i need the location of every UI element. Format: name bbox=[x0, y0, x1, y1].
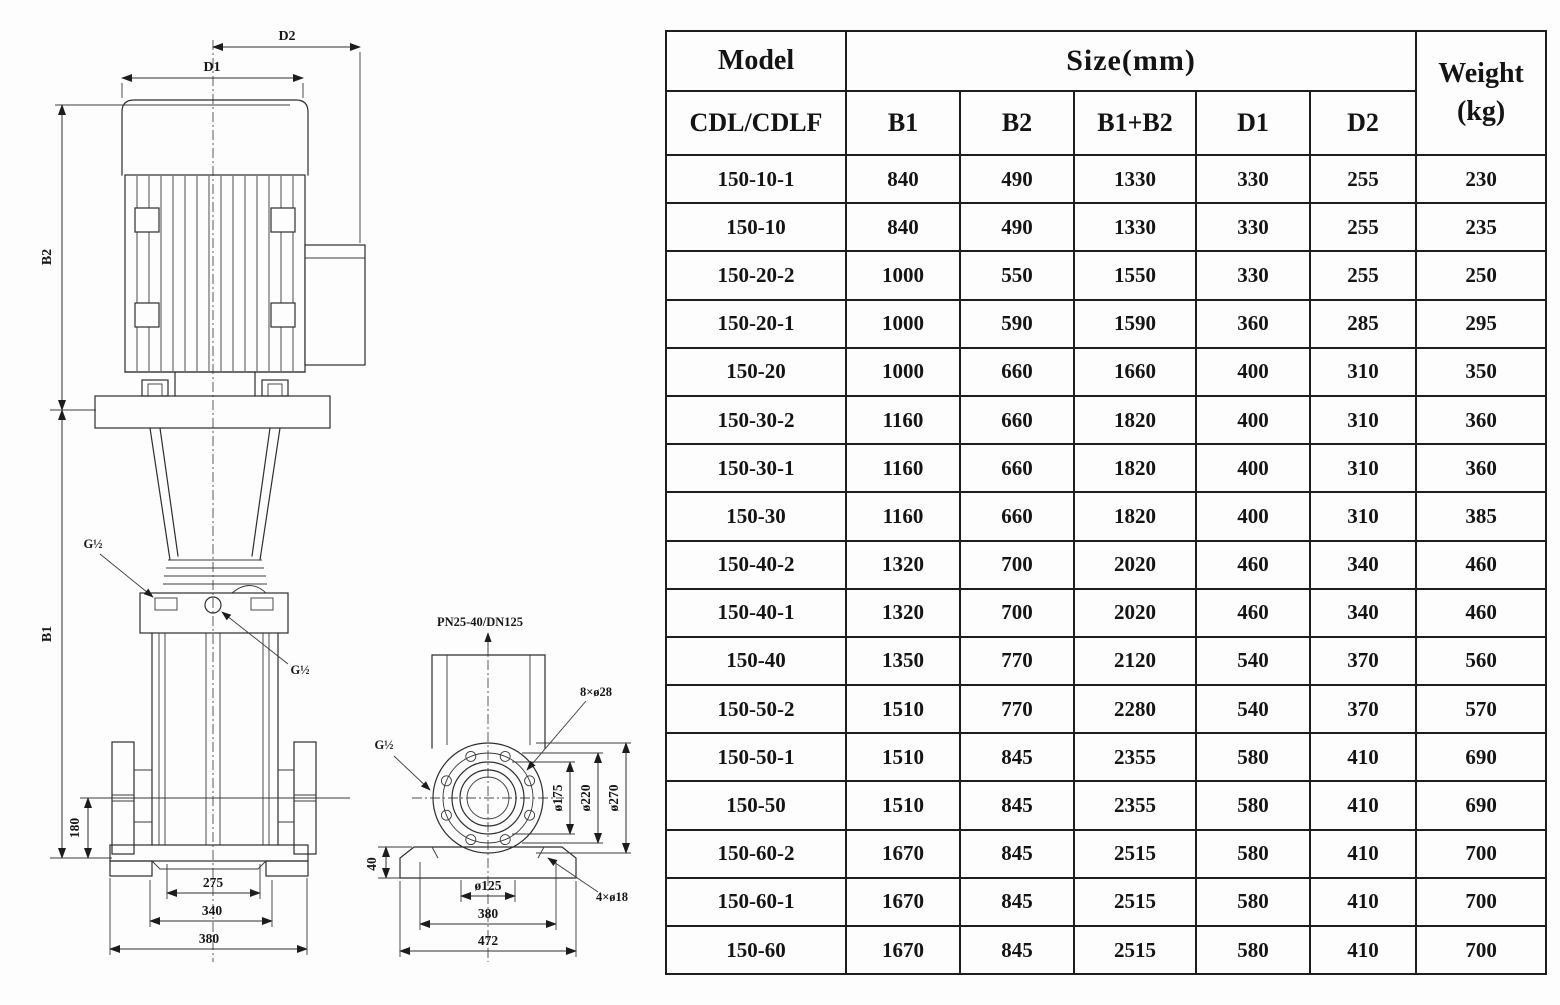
table-row bbox=[666, 878, 1546, 926]
motor-stool bbox=[150, 428, 280, 593]
col-subheader-d1: D1 bbox=[1196, 91, 1310, 155]
value-cell: 2515 bbox=[1074, 926, 1196, 974]
value-cell: 700 bbox=[1416, 830, 1546, 878]
flange-bolt-inner bbox=[148, 384, 162, 396]
value-cell: 700 bbox=[1416, 878, 1546, 926]
value-cell: 310 bbox=[1310, 444, 1416, 492]
motor-cap-outline bbox=[122, 100, 308, 175]
flange-bolt bbox=[142, 380, 168, 396]
value-cell: 255 bbox=[1310, 251, 1416, 299]
flange-bolt-inner bbox=[268, 384, 282, 396]
value-cell: 1660 bbox=[1074, 348, 1196, 396]
value-cell: 1000 bbox=[846, 300, 960, 348]
model-cell: 150-30 bbox=[666, 492, 846, 540]
value-cell: 310 bbox=[1310, 348, 1416, 396]
value-cell: 350 bbox=[1416, 348, 1546, 396]
value-cell: 410 bbox=[1310, 926, 1416, 974]
dim-label-dia270: ø270 bbox=[606, 784, 621, 812]
table-row bbox=[666, 781, 1546, 829]
seal-rings bbox=[163, 560, 267, 584]
dim-label-180: 180 bbox=[67, 817, 82, 839]
model-cell: 150-60-2 bbox=[666, 830, 846, 878]
model-cell: 150-20-1 bbox=[666, 300, 846, 348]
side-dimensions bbox=[364, 685, 631, 957]
base-underside bbox=[152, 861, 266, 869]
motor-detail-block bbox=[135, 303, 159, 327]
pipe-outline bbox=[432, 655, 545, 748]
value-cell: 385 bbox=[1416, 492, 1546, 540]
table-row bbox=[666, 492, 1546, 540]
model-cell: 150-30-2 bbox=[666, 396, 846, 444]
table-row bbox=[666, 203, 1546, 251]
value-cell: 660 bbox=[960, 396, 1074, 444]
value-cell: 250 bbox=[1416, 251, 1546, 299]
port-label-g12-side: G½ bbox=[374, 738, 394, 752]
value-cell: 400 bbox=[1196, 492, 1310, 540]
value-cell: 1510 bbox=[846, 733, 960, 781]
dim-label-380-side: 380 bbox=[477, 906, 499, 921]
dim-label-dia175: ø175 bbox=[550, 784, 565, 812]
stool-struts bbox=[150, 428, 280, 560]
model-cell: 150-40 bbox=[666, 637, 846, 685]
dimension-table bbox=[665, 30, 1545, 975]
value-cell: 255 bbox=[1310, 203, 1416, 251]
value-cell: 540 bbox=[1196, 637, 1310, 685]
pump-head bbox=[140, 593, 288, 633]
value-cell: 580 bbox=[1196, 878, 1310, 926]
value-cell: 2515 bbox=[1074, 830, 1196, 878]
value-cell: 660 bbox=[960, 444, 1074, 492]
value-cell: 460 bbox=[1196, 589, 1310, 637]
mounting-flange bbox=[95, 380, 330, 428]
dim-label-b2: B2 bbox=[40, 248, 55, 266]
model-cell: 150-50-2 bbox=[666, 685, 846, 733]
value-cell: 1000 bbox=[846, 348, 960, 396]
head-bolt bbox=[155, 598, 177, 610]
value-cell: 1670 bbox=[846, 926, 960, 974]
flange-bolt bbox=[262, 380, 288, 396]
side-view bbox=[364, 615, 631, 962]
model-cell: 150-60-1 bbox=[666, 878, 846, 926]
table-row bbox=[666, 396, 1546, 444]
value-cell: 845 bbox=[960, 781, 1074, 829]
discharge-pipe bbox=[432, 655, 545, 748]
base-holes-leader bbox=[548, 858, 598, 892]
model-cell: 150-50-1 bbox=[666, 733, 846, 781]
value-cell: 590 bbox=[960, 300, 1074, 348]
port-label-g12-top: G½ bbox=[83, 537, 103, 551]
value-cell: 1320 bbox=[846, 541, 960, 589]
value-cell: 580 bbox=[1196, 733, 1310, 781]
value-cell: 1160 bbox=[846, 444, 960, 492]
motor-fins bbox=[137, 176, 293, 371]
col-subheader-model-series: CDL/CDLF bbox=[666, 91, 846, 155]
value-cell: 360 bbox=[1416, 444, 1546, 492]
value-cell: 370 bbox=[1310, 685, 1416, 733]
dim-ext-b1 bbox=[50, 410, 112, 858]
motor-detail-block bbox=[271, 208, 295, 232]
value-cell: 310 bbox=[1310, 492, 1416, 540]
value-cell: 230 bbox=[1416, 155, 1546, 203]
front-view bbox=[40, 29, 365, 962]
value-cell: 840 bbox=[846, 203, 960, 251]
value-cell: 1510 bbox=[846, 685, 960, 733]
dim-ext-d1 bbox=[122, 83, 303, 98]
value-cell: 340 bbox=[1310, 541, 1416, 589]
value-cell: 580 bbox=[1196, 830, 1310, 878]
value-cell: 2355 bbox=[1074, 781, 1196, 829]
value-cell: 410 bbox=[1310, 830, 1416, 878]
table-row bbox=[666, 444, 1546, 492]
value-cell: 460 bbox=[1416, 589, 1546, 637]
table-row bbox=[666, 637, 1546, 685]
value-cell: 2120 bbox=[1074, 637, 1196, 685]
pump-column bbox=[152, 633, 278, 845]
value-cell: 550 bbox=[960, 251, 1074, 299]
value-cell: 845 bbox=[960, 733, 1074, 781]
bolt-holes-label: 8×ø28 bbox=[579, 685, 613, 699]
dim-label-472: 472 bbox=[477, 933, 499, 948]
col-subheader-d2: D2 bbox=[1310, 91, 1416, 155]
value-cell: 2020 bbox=[1074, 541, 1196, 589]
bolt-holes-leader bbox=[527, 701, 586, 770]
value-cell: 570 bbox=[1416, 685, 1546, 733]
pipe-bore bbox=[447, 655, 530, 745]
base-foot bbox=[110, 861, 152, 876]
weight-label-line2: (kg) bbox=[1456, 96, 1506, 127]
table-row bbox=[666, 685, 1546, 733]
model-cell: 150-50 bbox=[666, 781, 846, 829]
value-cell: 840 bbox=[846, 155, 960, 203]
col-subheader-b2: B2 bbox=[960, 91, 1074, 155]
col-header-model: Model bbox=[666, 31, 846, 91]
value-cell: 2355 bbox=[1074, 733, 1196, 781]
col-subheader-b1: B1 bbox=[846, 91, 960, 155]
model-cell: 150-40-2 bbox=[666, 541, 846, 589]
value-cell: 580 bbox=[1196, 926, 1310, 974]
value-cell: 1550 bbox=[1074, 251, 1196, 299]
value-cell: 1320 bbox=[846, 589, 960, 637]
value-cell: 330 bbox=[1196, 251, 1310, 299]
table-row bbox=[666, 926, 1546, 974]
model-cell: 150-30-1 bbox=[666, 444, 846, 492]
dim-label-40: 40 bbox=[364, 857, 379, 871]
weight-label-line1: Weight bbox=[1438, 58, 1524, 90]
dim-label-d1: D1 bbox=[203, 60, 221, 75]
value-cell: 1330 bbox=[1074, 203, 1196, 251]
value-cell: 400 bbox=[1196, 396, 1310, 444]
value-cell: 580 bbox=[1196, 781, 1310, 829]
pump-technical-drawing bbox=[0, 0, 660, 1000]
value-cell: 360 bbox=[1196, 300, 1310, 348]
model-cell: 150-40-1 bbox=[666, 589, 846, 637]
base-foot bbox=[266, 861, 308, 876]
value-cell: 400 bbox=[1196, 444, 1310, 492]
left-port-lines bbox=[112, 770, 152, 822]
value-cell: 2515 bbox=[1074, 878, 1196, 926]
value-cell: 540 bbox=[1196, 685, 1310, 733]
value-cell: 700 bbox=[960, 589, 1074, 637]
value-cell: 1160 bbox=[846, 396, 960, 444]
dim-label-275: 275 bbox=[202, 875, 224, 890]
value-cell: 1670 bbox=[846, 878, 960, 926]
value-cell: 410 bbox=[1310, 733, 1416, 781]
model-cell: 150-10 bbox=[666, 203, 846, 251]
table-row bbox=[666, 251, 1546, 299]
value-cell: 690 bbox=[1416, 733, 1546, 781]
value-cell: 490 bbox=[960, 203, 1074, 251]
right-port-lines bbox=[278, 770, 316, 822]
motor-body bbox=[125, 175, 305, 372]
value-cell: 330 bbox=[1196, 203, 1310, 251]
table-row bbox=[666, 348, 1546, 396]
col-header-weight bbox=[1416, 31, 1546, 155]
table-row bbox=[666, 155, 1546, 203]
value-cell: 1670 bbox=[846, 830, 960, 878]
value-cell: 1330 bbox=[1074, 155, 1196, 203]
value-cell: 1350 bbox=[846, 637, 960, 685]
base-plate bbox=[110, 845, 308, 861]
value-cell: 690 bbox=[1416, 781, 1546, 829]
table-row bbox=[666, 541, 1546, 589]
base-holes-label: 4×ø18 bbox=[595, 890, 629, 904]
model-cell: 150-20 bbox=[666, 348, 846, 396]
motor-detail-block bbox=[135, 208, 159, 232]
value-cell: 1160 bbox=[846, 492, 960, 540]
dim-label-340: 340 bbox=[201, 903, 223, 918]
value-cell: 2280 bbox=[1074, 685, 1196, 733]
value-cell: 360 bbox=[1416, 396, 1546, 444]
spec-table bbox=[665, 30, 1547, 975]
value-cell: 1000 bbox=[846, 251, 960, 299]
value-cell: 255 bbox=[1310, 155, 1416, 203]
value-cell: 460 bbox=[1196, 541, 1310, 589]
value-cell: 235 bbox=[1416, 203, 1546, 251]
table-row bbox=[666, 589, 1546, 637]
flange-spec-label: PN25-40/DN125 bbox=[436, 615, 524, 629]
flange-plate bbox=[95, 396, 330, 428]
column-outline bbox=[152, 633, 278, 845]
dim-label-dia125: ø125 bbox=[474, 878, 502, 893]
value-cell: 400 bbox=[1196, 348, 1310, 396]
value-cell: 285 bbox=[1310, 300, 1416, 348]
dim-ext-40 bbox=[378, 847, 412, 878]
value-cell: 845 bbox=[960, 926, 1074, 974]
pump-base-front bbox=[110, 845, 308, 876]
value-cell: 340 bbox=[1310, 589, 1416, 637]
value-cell: 370 bbox=[1310, 637, 1416, 685]
model-cell: 150-60 bbox=[666, 926, 846, 974]
model-cell: 150-20-2 bbox=[666, 251, 846, 299]
dim-label-d2: D2 bbox=[278, 29, 296, 44]
value-cell: 770 bbox=[960, 685, 1074, 733]
value-cell: 410 bbox=[1310, 878, 1416, 926]
head-bolt bbox=[251, 598, 273, 610]
value-cell: 460 bbox=[1416, 541, 1546, 589]
leader-g12-side bbox=[394, 756, 430, 790]
value-cell: 410 bbox=[1310, 781, 1416, 829]
value-cell: 1510 bbox=[846, 781, 960, 829]
terminal-box bbox=[305, 245, 365, 365]
value-cell: 490 bbox=[960, 155, 1074, 203]
tie-rods bbox=[159, 633, 269, 845]
value-cell: 660 bbox=[960, 492, 1074, 540]
value-cell: 560 bbox=[1416, 637, 1546, 685]
dim-label-dia220: ø220 bbox=[578, 784, 593, 812]
value-cell: 660 bbox=[960, 348, 1074, 396]
value-cell: 700 bbox=[1416, 926, 1546, 974]
value-cell: 770 bbox=[960, 637, 1074, 685]
front-dimensions bbox=[40, 29, 360, 955]
model-cell: 150-10-1 bbox=[666, 155, 846, 203]
port-label-g12-mid: G½ bbox=[290, 663, 310, 677]
value-cell: 1820 bbox=[1074, 396, 1196, 444]
dim-label-380-front: 380 bbox=[198, 931, 220, 946]
dome-detail bbox=[232, 586, 266, 594]
value-cell: 1820 bbox=[1074, 444, 1196, 492]
value-cell: 2020 bbox=[1074, 589, 1196, 637]
value-cell: 845 bbox=[960, 878, 1074, 926]
value-cell: 845 bbox=[960, 830, 1074, 878]
table-row bbox=[666, 733, 1546, 781]
col-subheader-b1b2: B1+B2 bbox=[1074, 91, 1196, 155]
value-cell: 700 bbox=[960, 541, 1074, 589]
col-header-size: Size(mm) bbox=[846, 31, 1416, 91]
value-cell: 1820 bbox=[1074, 492, 1196, 540]
motor-detail-block bbox=[271, 303, 295, 327]
leader-g12-top bbox=[100, 554, 153, 597]
value-cell: 295 bbox=[1416, 300, 1546, 348]
table-row bbox=[666, 300, 1546, 348]
value-cell: 310 bbox=[1310, 396, 1416, 444]
value-cell: 330 bbox=[1196, 155, 1310, 203]
table-row bbox=[666, 830, 1546, 878]
dim-label-b1: B1 bbox=[40, 625, 55, 643]
value-cell: 1590 bbox=[1074, 300, 1196, 348]
dimension-table-body bbox=[666, 155, 1546, 974]
motor bbox=[122, 100, 365, 396]
